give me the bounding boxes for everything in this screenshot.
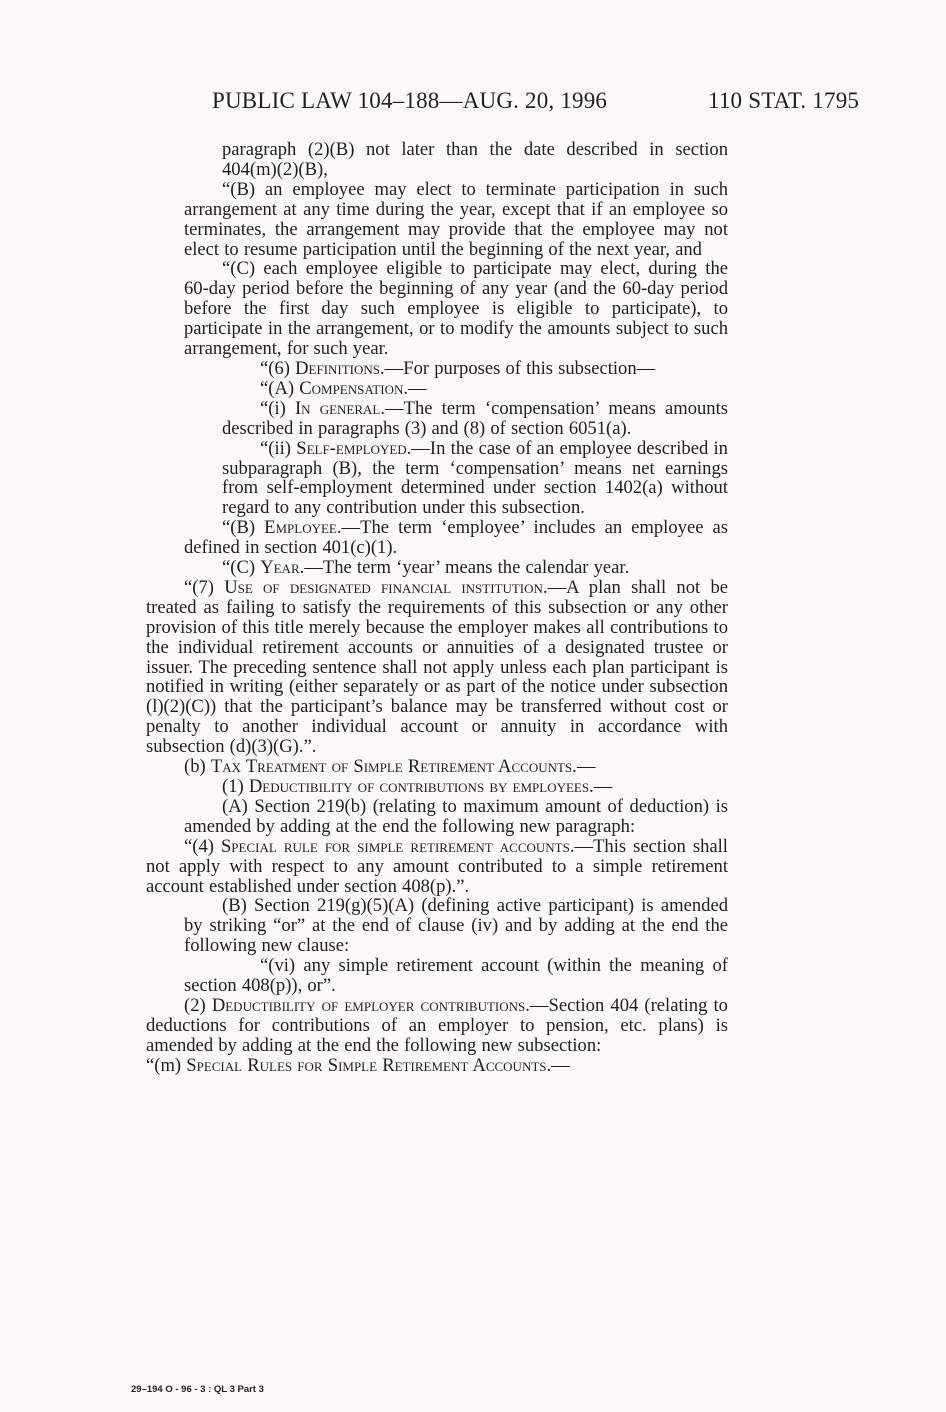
paragraph-1-employee-deductibility: (1) Deductibility of contributions by employees.— bbox=[222, 776, 613, 797]
heading-designated-institution: Use of designated financial institution bbox=[224, 576, 543, 598]
print-job-code: 29–194 O - 96 - 3 : QL 3 Part 3 bbox=[131, 1384, 264, 1395]
paragraph-4-special-rule: “(4) Special rule for simple retirement accounts.—This section shall not apply with respect to any amount contributed to a simple retirement account established under section 408(p).”. bbox=[146, 835, 728, 897]
section-7-designated-institution: “(7) Use of designated financial institution.—A plan shall not be treated as failing to satisfy the requirements of this subsection or any other provision of this title merely because the employer makes all contributions to the individual retirement accounts or annuities of a designated trustee or issuer. The preceding sentence shall not apply unless each plan participant is notified in writing (either separately or as part of the notice under subsection (l)(2)(C)) that the participant’s balance may be transferred without cost or penalty to another individual account or annuity in accordance with subsection (d)(3)(G).”. bbox=[146, 576, 728, 758]
heading-tax-treatment: Tax Treatment of Simple Retirement Accounts bbox=[210, 756, 573, 778]
heading-special-rule: Special rule for simple retirement accounts bbox=[220, 835, 570, 857]
clause-b-terminate-participation: “(B) an employee may elect to terminate participation in such arrangement at any time during the year, except that if an employee so terminates, the arrangement may provide that the employee may not elect to resume participation until the beginning of the next year, and bbox=[184, 178, 728, 260]
heading-employee: Employee bbox=[264, 517, 337, 539]
subsection-m-special-rules: “(m) Special Rules for Simple Retirement Accounts.— bbox=[146, 1054, 570, 1076]
heading-self-employed: Self-employed bbox=[296, 437, 407, 459]
paragraph-continuation: paragraph (2)(B) not later than the date described in section 404(m)(2)(B), bbox=[222, 139, 728, 180]
subsection-a-compensation: “(A) Compensation.— bbox=[260, 377, 427, 399]
amendment-a-section-219b: (A) Section 219(b) (relating to maximum amount of deduction) is amended by adding at the end the following new paragraph: bbox=[184, 795, 728, 837]
statute-page-number: 110 STAT. 1795 bbox=[708, 88, 860, 113]
subsection-c-year: “(C) Year.—The term ‘year’ means the calendar year. bbox=[222, 557, 630, 579]
statute-text bbox=[0, 140, 946, 1076]
heading-special-rules: Special Rules for Simple Retirement Accounts bbox=[186, 1054, 547, 1076]
section-6-definitions: “(6) Definitions.—For purposes of this subsection— bbox=[260, 357, 656, 379]
amendment-b-section-219g: (B) Section 219(g)(5)(A) (defining active participant) is amended by striking “or” at the end of clause (iv) and by adding at the end the following new clause: bbox=[184, 895, 728, 957]
clause-vi-simple-account: “(vi) any simple retirement account (within the meaning of section 408(p)), or”. bbox=[184, 955, 728, 997]
paragraph-2-employer-deductibility: (2) Deductibility of employer contributions.—Section 404 (relating to deductions for contributions of an employer to pension, etc. plans) is amended by adding at the end the following new subsection: bbox=[146, 994, 728, 1056]
heading-employer-deductibility: Deductibility of employer contributions bbox=[211, 994, 526, 1016]
heading-employee-deductibility: Deductibility of contributions by employees bbox=[248, 776, 590, 797]
heading-compensation: Compensation bbox=[299, 377, 404, 399]
law-title: PUBLIC LAW 104–188—AUG. 20, 1996 bbox=[212, 88, 608, 113]
clause-i-in-general: “(i) In general.—The term ‘compensation’ means amounts described in paragraphs (3) and (8) of section 6051(a). bbox=[222, 397, 729, 439]
clause-ii-self-employed: “(ii) Self-employed.—In the case of an employee described in subparagraph (B), the term ‘compensation’ means net earnings from self-employment determined under section 1402(a) without regard to any contribution under this subsection. bbox=[222, 437, 728, 519]
subsection-b-tax-treatment: (b) Tax Treatment of Simple Retirement Accounts.— bbox=[184, 756, 596, 778]
heading-year: Year bbox=[260, 557, 300, 579]
heading-definitions: Definitions bbox=[295, 357, 381, 379]
heading-in-general: In general bbox=[294, 397, 381, 419]
page-header bbox=[0, 88, 946, 122]
clause-c-election-period: “(C) each employee eligible to participate may elect, during the 60-day period before the beginning of any year (and the 60-day period before the first day such employee is eligible to participate), to participate in the arrangement, or to modify the amounts subject to such arrangement, for such year. bbox=[184, 258, 728, 360]
subsection-b-employee: “(B) Employee.—The term ‘employee’ includes an employee as defined in section 401(c)(1). bbox=[184, 517, 728, 559]
